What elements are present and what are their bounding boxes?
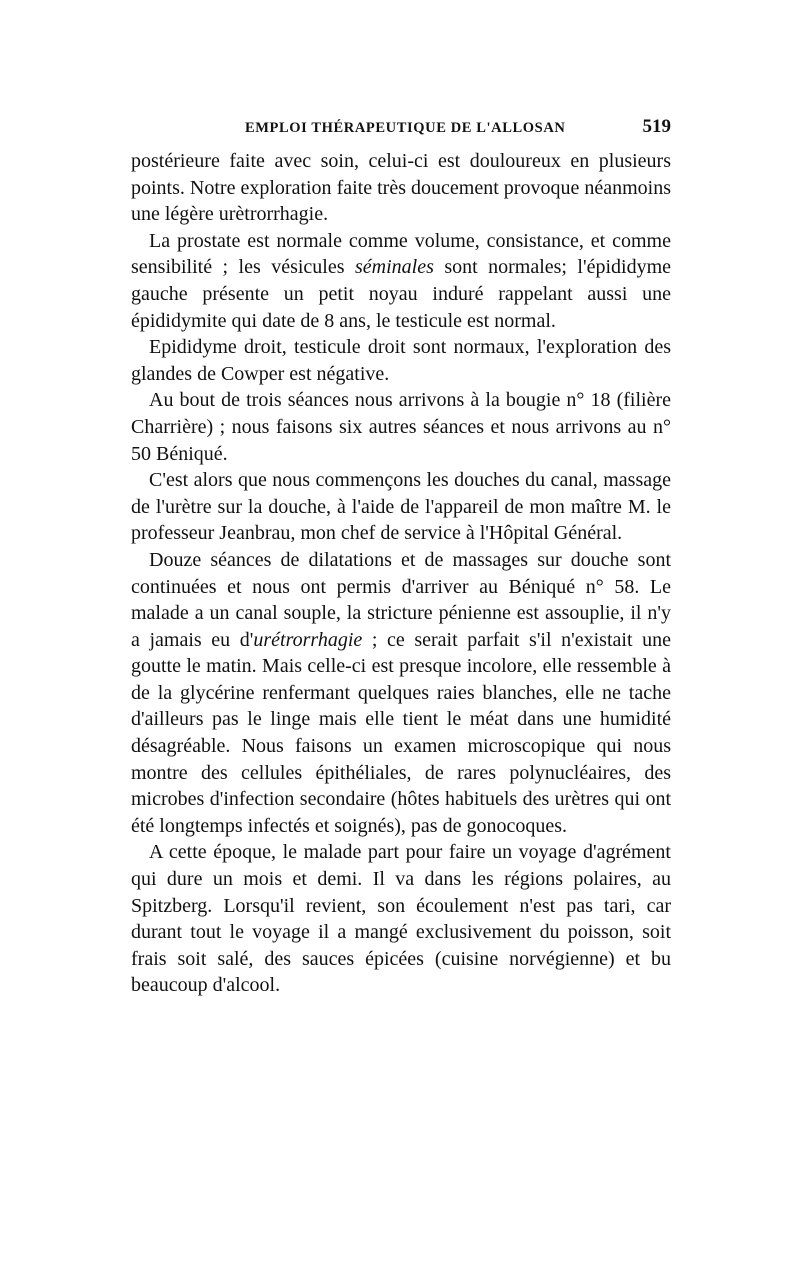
text-run: La prostate est normale comme volume, consistance, et comme sensibilité ; les vésicules [131, 229, 671, 279]
paragraph [131, 547, 671, 840]
text-run: Douze séances de dilatations et de massages sur douche sont continuées et nous ont permis d'arriver au Béniqué n° 58. Le malade a un canal souple, la stricture pénienne est assouplie, il n'y a jamais eu d' [131, 548, 671, 651]
running-title: EMPLOI THÉRAPEUTIQUE DE L'ALLOSAN [245, 120, 566, 136]
text-run: ; ce serait parfait s'il n'existait une goutte le matin. Mais celle-ci est presque incolore, elle ressemble à de la glycérine renfermant quelques raies blanches, elle ne tache d'ailleurs pas le linge mais elle tient le méat dans une humidité désagréable. Nous faisons un examen microscopique qui nous montre des cellules épithéliales, de rares polynucléaires, des microbes d'infection secondaire (hôtes habituels des urètres qui ont été longtemps infectés et soignés), pas de gonocoques. [131, 628, 671, 837]
paragraph [131, 387, 671, 467]
running-header [131, 112, 671, 142]
paragraph [131, 839, 671, 999]
page-number: 519 [642, 116, 671, 137]
paragraph [131, 334, 671, 387]
text-run: Au bout de trois séances nous arrivons à la bougie n° 18 (filière Charrière) ; nous faisons six autres séances et nous arrivons au n° 50 Béniqué. [131, 389, 671, 465]
text-run: postérieure faite avec soin, celui-ci est douloureux en plusieurs points. Notre exploration faite très doucement provoque néanmoins une légère urètrorrhagie. [131, 150, 671, 226]
paragraph [131, 228, 671, 334]
text-run: sont normales; l'épididyme gauche présente un petit noyau induré rappelant aussi une épididymite qui date de 8 ans, le testicule est normal. [131, 256, 672, 332]
paragraph [131, 148, 671, 228]
book-page [131, 112, 671, 999]
italic-term: séminales [354, 256, 434, 279]
text-run: A cette époque, le malade part pour faire un voyage d'agrément qui dure un mois et demi. Il va dans les régions polaires, au Spitzberg. Lorsqu'il revient, son écoulement n'est pas tari, car durant tout le voyage il a mangé exclusivement du poisson, soit frais soit salé, des sauces épicées (cuisine norvégienne) et bu beaucoup d'alcool. [131, 841, 671, 997]
body-text [131, 148, 671, 999]
text-run: C'est alors que nous commençons les douches du canal, massage de l'urètre sur la douche, à l'aide de l'appareil de mon maître M. le professeur Jeanbrau, mon chef de service à l'Hôpital Général. [131, 469, 671, 545]
paragraph [131, 467, 671, 547]
italic-term: urétrorrhagie [253, 628, 363, 651]
text-run: Epididyme droit, testicule droit sont normaux, l'exploration des glandes de Cowper est négative. [131, 336, 671, 385]
